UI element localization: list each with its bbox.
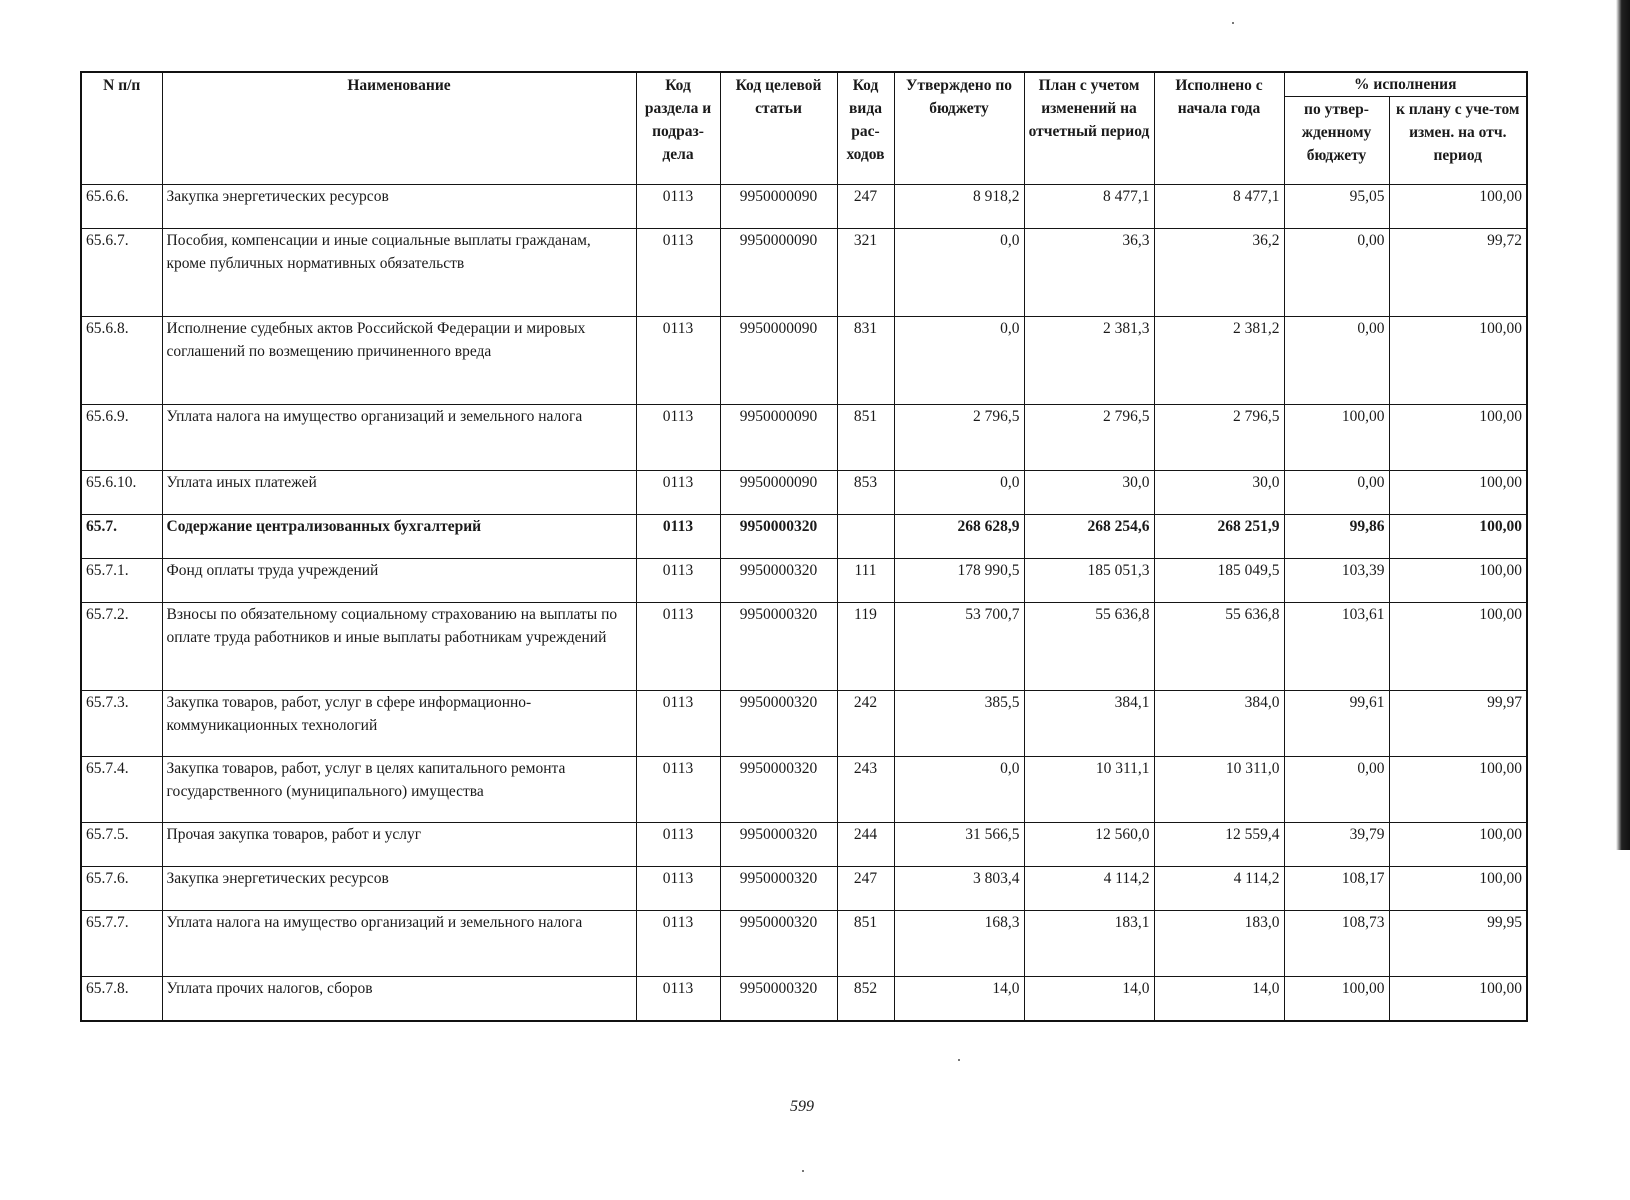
row-pct-plan: 99,72 <box>1389 229 1527 317</box>
row-razdel-code: 0113 <box>636 559 720 603</box>
row-target-code: 9950000090 <box>720 185 837 229</box>
row-approved: 0,0 <box>894 317 1024 405</box>
row-expense-code: 831 <box>837 317 894 405</box>
row-plan: 384,1 <box>1024 691 1154 757</box>
row-name: Закупка товаров, работ, услуг в сфере информационно-коммуникационных технологий <box>162 691 636 757</box>
scan-speck <box>802 1170 804 1172</box>
row-expense-code: 111 <box>837 559 894 603</box>
row-name: Уплата налога на имущество организаций и земельного налога <box>162 911 636 977</box>
row-name: Закупка товаров, работ, услуг в целях капитального ремонта государственного (муниципального) имущества <box>162 757 636 823</box>
row-target-code: 9950000320 <box>720 515 837 559</box>
row-num: 65.7.2. <box>81 603 162 691</box>
table-row <box>81 185 1527 229</box>
row-approved: 168,3 <box>894 911 1024 977</box>
row-pct-approved: 99,61 <box>1284 691 1389 757</box>
row-plan: 4 114,2 <box>1024 867 1154 911</box>
row-pct-approved: 108,17 <box>1284 867 1389 911</box>
row-plan: 185 051,3 <box>1024 559 1154 603</box>
row-name: Пособия, компенсации и иные социальные выплаты гражданам, кроме публичных нормативных обязательств <box>162 229 636 317</box>
row-target-code: 9950000320 <box>720 603 837 691</box>
row-target-code: 9950000320 <box>720 757 837 823</box>
header-utv: Утверждено по бюджету <box>894 72 1024 185</box>
row-expense-code: 119 <box>837 603 894 691</box>
row-executed: 12 559,4 <box>1154 823 1284 867</box>
row-num: 65.6.8. <box>81 317 162 405</box>
row-executed: 384,0 <box>1154 691 1284 757</box>
row-plan: 10 311,1 <box>1024 757 1154 823</box>
row-pct-approved: 103,39 <box>1284 559 1389 603</box>
row-target-code: 9950000320 <box>720 911 837 977</box>
table-row <box>81 229 1527 317</box>
table-row <box>81 559 1527 603</box>
row-razdel-code: 0113 <box>636 911 720 977</box>
row-pct-plan: 100,00 <box>1389 977 1527 1021</box>
row-approved: 31 566,5 <box>894 823 1024 867</box>
row-plan: 14,0 <box>1024 977 1154 1021</box>
row-target-code: 9950000320 <box>720 691 837 757</box>
row-executed: 185 049,5 <box>1154 559 1284 603</box>
row-razdel-code: 0113 <box>636 405 720 471</box>
row-razdel-code: 0113 <box>636 515 720 559</box>
row-pct-approved: 39,79 <box>1284 823 1389 867</box>
row-expense-code <box>837 515 894 559</box>
row-target-code: 9950000320 <box>720 867 837 911</box>
row-target-code: 9950000320 <box>720 977 837 1021</box>
row-pct-approved: 100,00 <box>1284 977 1389 1021</box>
row-num: 65.6.6. <box>81 185 162 229</box>
header-plan: План с учетом изменений на отчетный период <box>1024 72 1154 185</box>
table-header <box>81 72 1527 185</box>
row-executed: 36,2 <box>1154 229 1284 317</box>
row-plan: 183,1 <box>1024 911 1154 977</box>
row-approved: 178 990,5 <box>894 559 1024 603</box>
row-plan: 8 477,1 <box>1024 185 1154 229</box>
row-pct-approved: 0,00 <box>1284 757 1389 823</box>
header-ispoln: Исполнено с начала года <box>1154 72 1284 185</box>
row-num: 65.7.4. <box>81 757 162 823</box>
row-target-code: 9950000090 <box>720 229 837 317</box>
row-expense-code: 242 <box>837 691 894 757</box>
scan-speck <box>1232 22 1234 24</box>
row-razdel-code: 0113 <box>636 317 720 405</box>
row-plan: 30,0 <box>1024 471 1154 515</box>
row-executed: 10 311,0 <box>1154 757 1284 823</box>
table-row <box>81 823 1527 867</box>
header-pct-plan: к плану с уче-том измен. на отч. период <box>1389 97 1527 185</box>
row-executed: 8 477,1 <box>1154 185 1284 229</box>
row-pct-plan: 100,00 <box>1389 823 1527 867</box>
row-pct-plan: 100,00 <box>1389 185 1527 229</box>
row-name: Закупка энергетических ресурсов <box>162 867 636 911</box>
row-pct-plan: 100,00 <box>1389 867 1527 911</box>
row-plan: 12 560,0 <box>1024 823 1154 867</box>
row-approved: 3 803,4 <box>894 867 1024 911</box>
row-num: 65.7.1. <box>81 559 162 603</box>
row-expense-code: 851 <box>837 405 894 471</box>
header-num: N п/п <box>81 72 162 185</box>
row-target-code: 9950000320 <box>720 559 837 603</box>
header-vid: Код вида рас-ходов <box>837 72 894 185</box>
row-expense-code: 244 <box>837 823 894 867</box>
row-executed: 55 636,8 <box>1154 603 1284 691</box>
row-pct-approved: 0,00 <box>1284 317 1389 405</box>
row-name: Содержание централизованных бухгалтерий <box>162 515 636 559</box>
table-row <box>81 471 1527 515</box>
table-row <box>81 515 1527 559</box>
row-pct-plan: 100,00 <box>1389 559 1527 603</box>
row-razdel-code: 0113 <box>636 229 720 317</box>
table-row <box>81 867 1527 911</box>
row-pct-plan: 100,00 <box>1389 471 1527 515</box>
row-approved: 0,0 <box>894 229 1024 317</box>
header-name: Наименование <box>162 72 636 185</box>
row-pct-approved: 103,61 <box>1284 603 1389 691</box>
table-row <box>81 757 1527 823</box>
header-razdel: Код раздела и подраз-дела <box>636 72 720 185</box>
row-approved: 8 918,2 <box>894 185 1024 229</box>
row-approved: 268 628,9 <box>894 515 1024 559</box>
row-target-code: 9950000090 <box>720 405 837 471</box>
row-plan: 55 636,8 <box>1024 603 1154 691</box>
row-name: Уплата иных платежей <box>162 471 636 515</box>
row-executed: 2 796,5 <box>1154 405 1284 471</box>
row-target-code: 9950000320 <box>720 823 837 867</box>
row-plan: 268 254,6 <box>1024 515 1154 559</box>
row-pct-approved: 0,00 <box>1284 471 1389 515</box>
row-executed: 14,0 <box>1154 977 1284 1021</box>
table-row <box>81 405 1527 471</box>
row-plan: 2 796,5 <box>1024 405 1154 471</box>
row-approved: 385,5 <box>894 691 1024 757</box>
header-percent-group: % исполнения <box>1284 72 1527 97</box>
row-num: 65.6.7. <box>81 229 162 317</box>
row-expense-code: 247 <box>837 867 894 911</box>
row-executed: 268 251,9 <box>1154 515 1284 559</box>
row-num: 65.7.8. <box>81 977 162 1021</box>
row-target-code: 9950000090 <box>720 317 837 405</box>
row-expense-code: 321 <box>837 229 894 317</box>
row-approved: 2 796,5 <box>894 405 1024 471</box>
row-num: 65.6.10. <box>81 471 162 515</box>
row-num: 65.7.3. <box>81 691 162 757</box>
row-name: Фонд оплаты труда учреждений <box>162 559 636 603</box>
row-plan: 36,3 <box>1024 229 1154 317</box>
row-razdel-code: 0113 <box>636 603 720 691</box>
row-pct-plan: 100,00 <box>1389 405 1527 471</box>
row-approved: 14,0 <box>894 977 1024 1021</box>
row-num: 65.7.6. <box>81 867 162 911</box>
row-name: Уплата налога на имущество организаций и земельного налога <box>162 405 636 471</box>
row-name: Прочая закупка товаров, работ и услуг <box>162 823 636 867</box>
row-pct-approved: 108,73 <box>1284 911 1389 977</box>
row-pct-approved: 95,05 <box>1284 185 1389 229</box>
row-name: Исполнение судебных актов Российской Федерации и мировых соглашений по возмещению причиненного вреда <box>162 317 636 405</box>
row-num: 65.7. <box>81 515 162 559</box>
row-razdel-code: 0113 <box>636 691 720 757</box>
row-pct-plan: 100,00 <box>1389 515 1527 559</box>
row-expense-code: 243 <box>837 757 894 823</box>
budget-execution-table <box>80 71 1528 1022</box>
row-razdel-code: 0113 <box>636 867 720 911</box>
row-pct-approved: 100,00 <box>1284 405 1389 471</box>
row-name: Взносы по обязательному социальному страхованию на выплаты по оплате труда работников и иные выплаты работникам учреждений <box>162 603 636 691</box>
row-pct-plan: 100,00 <box>1389 757 1527 823</box>
row-approved: 0,0 <box>894 471 1024 515</box>
row-razdel-code: 0113 <box>636 823 720 867</box>
row-expense-code: 247 <box>837 185 894 229</box>
header-celevoy: Код целевой статьи <box>720 72 837 185</box>
row-pct-plan: 99,95 <box>1389 911 1527 977</box>
row-num: 65.7.5. <box>81 823 162 867</box>
table-row <box>81 317 1527 405</box>
row-approved: 0,0 <box>894 757 1024 823</box>
row-executed: 4 114,2 <box>1154 867 1284 911</box>
row-executed: 2 381,2 <box>1154 317 1284 405</box>
row-name: Уплата прочих налогов, сборов <box>162 977 636 1021</box>
scan-page-edge <box>1616 0 1630 850</box>
table-row <box>81 911 1527 977</box>
row-executed: 30,0 <box>1154 471 1284 515</box>
row-pct-plan: 100,00 <box>1389 603 1527 691</box>
row-num: 65.6.9. <box>81 405 162 471</box>
page-number: 599 <box>790 1098 814 1115</box>
row-pct-plan: 100,00 <box>1389 317 1527 405</box>
row-razdel-code: 0113 <box>636 185 720 229</box>
row-num: 65.7.7. <box>81 911 162 977</box>
table-body <box>81 185 1527 1021</box>
row-executed: 183,0 <box>1154 911 1284 977</box>
row-expense-code: 851 <box>837 911 894 977</box>
row-name: Закупка энергетических ресурсов <box>162 185 636 229</box>
scan-speck <box>958 1059 960 1061</box>
table-row <box>81 603 1527 691</box>
row-pct-approved: 99,86 <box>1284 515 1389 559</box>
row-expense-code: 853 <box>837 471 894 515</box>
row-pct-approved: 0,00 <box>1284 229 1389 317</box>
row-razdel-code: 0113 <box>636 471 720 515</box>
row-target-code: 9950000090 <box>720 471 837 515</box>
row-expense-code: 852 <box>837 977 894 1021</box>
row-pct-plan: 99,97 <box>1389 691 1527 757</box>
header-pct-utv: по утвер-жденному бюджету <box>1284 97 1389 185</box>
table-row <box>81 977 1527 1021</box>
table-row <box>81 691 1527 757</box>
row-razdel-code: 0113 <box>636 757 720 823</box>
row-plan: 2 381,3 <box>1024 317 1154 405</box>
row-razdel-code: 0113 <box>636 977 720 1021</box>
row-approved: 53 700,7 <box>894 603 1024 691</box>
